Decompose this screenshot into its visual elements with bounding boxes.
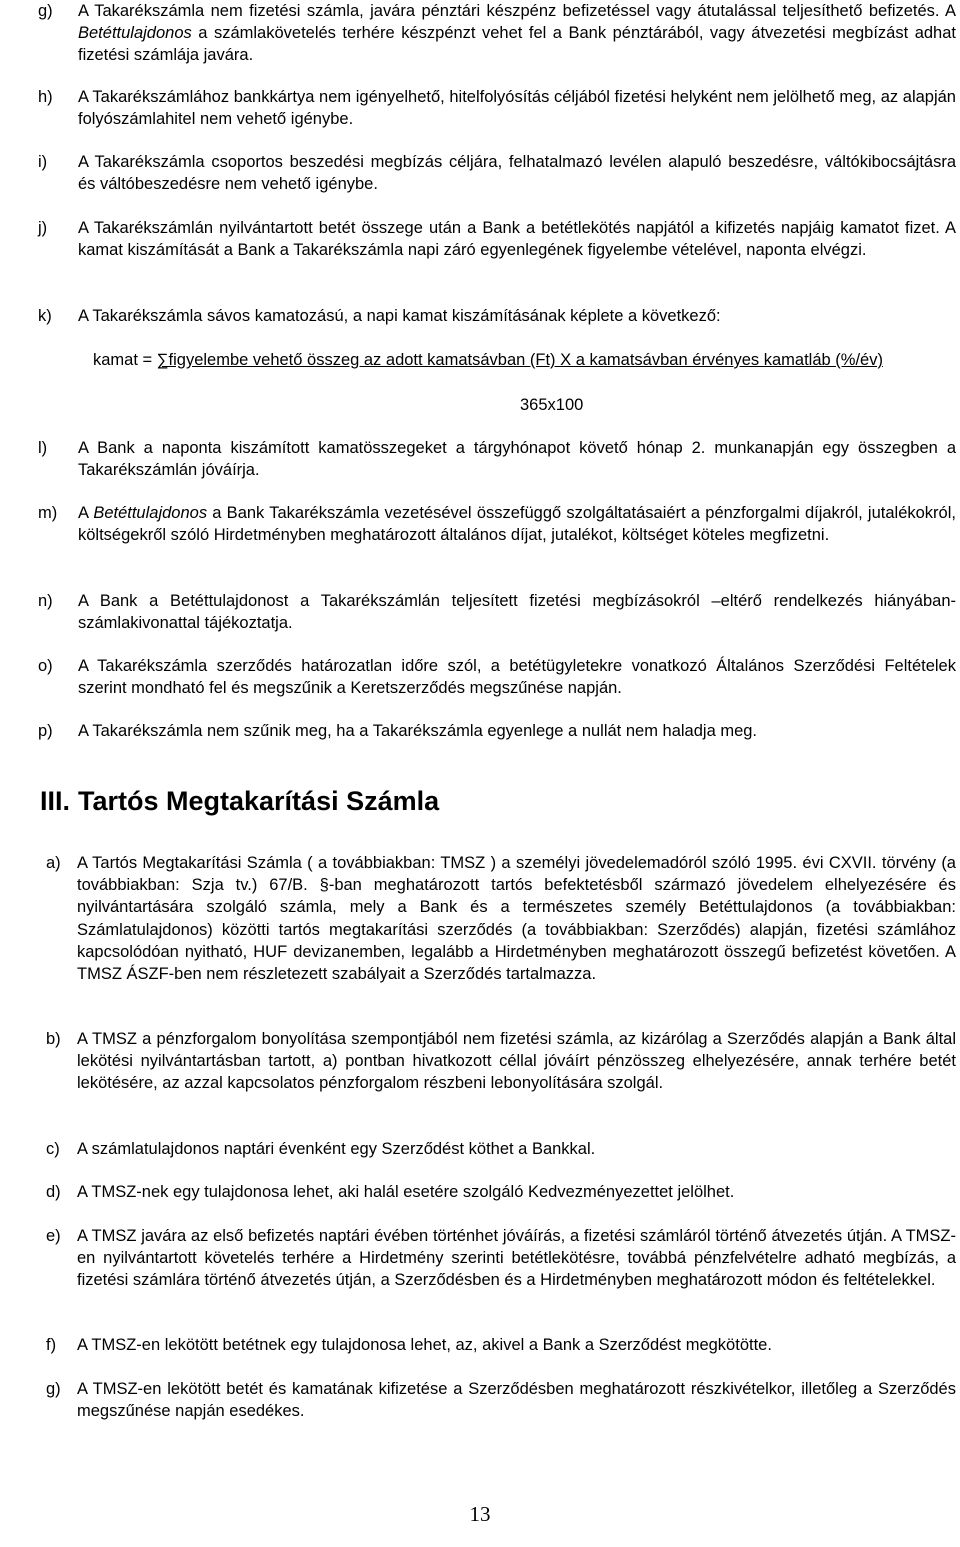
item-label: h) bbox=[38, 88, 53, 106]
item-text: A Tartós Megtakarítási Számla ( a továbbiakban: TMSZ ) a személyi jövedelemadóról szóló 1995. évi CXVII. törvény (a továbbiakban: Szja tv.) 67/B. §-ban meghatározott tartós befektetésből származó jövedelem elhelyezésére és nyilvántartására szolgáló számla, mely a Bank és a természetes személy Betéttulajdonos (a továbbiakban: Számlatulajdonos) közötti tartós megtakarítási szerződés (a továbbiakban: Szerződés) alapján, fizetési számlához kapcsolódóan nyitható, HUF devizanemben, legalább a Hirdetményben meghatározott összegű befizetést követően. A TMSZ ÁSZF-ben nem részletezett szabályait a Szerződés tartalmazza. bbox=[77, 854, 956, 984]
item-label: m) bbox=[38, 504, 58, 522]
item-label: o) bbox=[38, 657, 53, 675]
section-paragraph-e bbox=[46, 1225, 956, 1292]
item-text: A számlatulajdonos naptári évenként egy Szerződést köthet a Bankkal. bbox=[77, 1140, 596, 1158]
item-label: f) bbox=[46, 1336, 57, 1354]
item-text: A Betéttulajdonos a Bank Takarékszámla vezetésével összefüggő szolgáltatásaiért a pénzforgalmi díjakról, jutalékokról, költségekről szóló Hirdetményben meghatározott általános díjat, jutalékot, költséget köteles megfizetni. bbox=[78, 504, 956, 545]
paragraph-i bbox=[38, 151, 956, 195]
item-text: A TMSZ javára az első befizetés naptári évében történhet jóváírás, a fizetési számláról történő átvezetés útján. A TMSZ-en nyilvántartott követelés terhére a Hirdetmény szerinti betétlekötésre, továbbá pénzfelvételre adható megbízás, a fizetési számlára történő átvezetés útján, a Szerződésben és a Hirdetményben meghatározott módon és feltételekkel. bbox=[77, 1227, 956, 1290]
formula-lhs: kamat = bbox=[93, 351, 157, 369]
item-text: A Takarékszámlához bankkártya nem igényelhető, hitelfolyósítás céljából fizetési helyként nem jelölhető meg, az alapján folyószámlahitel nem vehető igénybe. bbox=[78, 88, 956, 129]
section-paragraph-g bbox=[46, 1378, 956, 1422]
paragraph-g bbox=[38, 0, 956, 67]
item-label: j) bbox=[38, 219, 48, 237]
section-title: Tartós Megtakarítási Számla bbox=[78, 786, 440, 816]
item-label: k) bbox=[38, 307, 52, 325]
item-label: p) bbox=[38, 722, 53, 740]
item-text: A Takarékszámla sávos kamatozású, a napi kamat kiszámításának képlete a következő: bbox=[78, 307, 721, 325]
item-label: i) bbox=[38, 153, 48, 171]
item-label: g) bbox=[38, 2, 53, 20]
section-heading bbox=[40, 786, 439, 817]
item-text: A TMSZ-en lekötött betétnek egy tulajdonosa lehet, az, akivel a Bank a Szerződést megkötötte. bbox=[77, 1336, 772, 1354]
item-label: a) bbox=[46, 854, 61, 872]
item-text: A TMSZ-en lekötött betét és kamatának kifizetése a Szerződésben meghatározott részkivételkor, illetőleg a Szerződés megszűnése napján esedékes. bbox=[77, 1380, 956, 1421]
item-text: A Takarékszámla csoportos beszedési megbízás céljára, felhatalmazó levélen alapuló beszedésre, váltókibocsájtásra és váltóbeszedésre nem vehető igénybe. bbox=[78, 153, 956, 194]
paragraph-o bbox=[38, 655, 956, 699]
item-text: A Bank a naponta kiszámított kamatösszegeket a tárgyhónapot követő hónap 2. munkanapján egy összegben a Takarékszámlán jóváírja. bbox=[78, 439, 956, 480]
item-label: c) bbox=[46, 1140, 60, 1158]
paragraph-p bbox=[38, 720, 956, 742]
item-text: A Takarékszámla nem fizetési számla, javára pénztári készpénz befizetéssel vagy átutalással teljesíthető befizetés. A Betéttulajdonos a számlakövetelés terhére készpénzt vehet fel a Bank pénztárából, vagy átvezetési megbízást adhat fizetési számlája javára. bbox=[78, 2, 956, 65]
item-text: A TMSZ-nek egy tulajdonosa lehet, aki halál esetére szolgáló Kedvezményezettet jelölhet. bbox=[77, 1183, 735, 1201]
paragraph-n bbox=[38, 590, 956, 634]
item-label: d) bbox=[46, 1183, 61, 1201]
page-number: 13 bbox=[469, 1502, 491, 1526]
item-text: A TMSZ a pénzforgalom bonyolítása szempontjából nem fizetési számla, az kizárólag a Szerződés alapján a Bank által lekötési nyilvántartásban tartott, a) pontban hivatkozott céllal jóváírt pénzösszeg elhelyezésére, annak terhére betét lekötésére, az azzal kapcsolatos pénzforgalom részbeni lebonyolítására szolgál. bbox=[77, 1030, 956, 1093]
interest-formula bbox=[93, 349, 955, 371]
item-label: b) bbox=[46, 1030, 61, 1048]
item-text: A Takarékszámlán nyilvántartott betét összege után a Bank a betétlekötés napjától a kifizetés napjáig kamatot fizet. A kamat kiszámítását a Bank a Takarékszámla napi záró egyenlegének figyelembe vételével, naponta elvégzi. bbox=[78, 219, 956, 260]
item-label: n) bbox=[38, 592, 53, 610]
paragraph-k bbox=[38, 305, 956, 327]
item-text: A Takarékszámla szerződés határozatlan időre szól, a betétügyletekre vonatkozó Általános Szerződési Feltételek szerint mondható fel és megszűnik a Keretszerződés megszűnése napján. bbox=[78, 657, 956, 698]
paragraph-h bbox=[38, 86, 956, 130]
item-label: l) bbox=[38, 439, 48, 457]
section-paragraph-d bbox=[46, 1181, 956, 1203]
formula-numerator: ∑figyelembe vehető összeg az adott kamatsávban (Ft) X a kamatsávban érvényes kamatláb (%/év) bbox=[156, 351, 883, 369]
item-text: A Bank a Betéttulajdonost a Takarékszámlán teljesített fizetési megbízásokról –eltérő rendelkezés hiányában- számlakivonattal tájékoztatja. bbox=[78, 592, 956, 633]
paragraph-l bbox=[38, 437, 956, 481]
paragraph-m bbox=[38, 502, 956, 546]
item-label: e) bbox=[46, 1227, 61, 1245]
section-paragraph-b bbox=[46, 1028, 956, 1095]
formula-denominator: 365x100 bbox=[520, 396, 584, 414]
item-label: g) bbox=[46, 1380, 61, 1398]
section-paragraph-c bbox=[46, 1138, 956, 1160]
section-paragraph-a bbox=[46, 852, 956, 985]
item-text: A Takarékszámla nem szűnik meg, ha a Takarékszámla egyenlege a nullát nem haladja meg. bbox=[78, 722, 758, 740]
section-number: III. bbox=[40, 786, 71, 816]
section-paragraph-f bbox=[46, 1334, 956, 1356]
paragraph-j bbox=[38, 217, 956, 261]
